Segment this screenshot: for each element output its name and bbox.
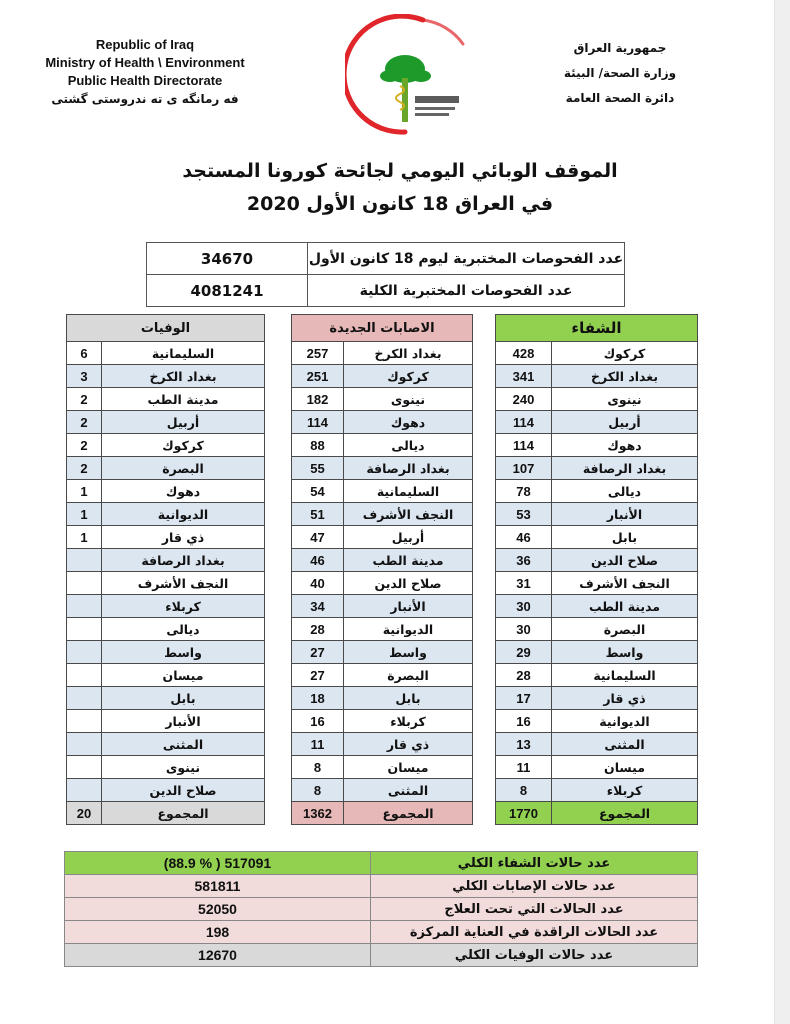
header-ar-line: دائرة الصحة العامة [565, 91, 675, 105]
total-row [496, 802, 698, 825]
region-name: السليمانية [102, 342, 265, 365]
table-row [496, 572, 698, 595]
total-row [292, 802, 473, 825]
region-value: 428 [496, 342, 552, 365]
region-name: ديالى [552, 480, 698, 503]
table-row [292, 503, 473, 526]
table-row [496, 618, 698, 641]
region-value: 54 [292, 480, 344, 503]
table-row [292, 572, 473, 595]
total-value: 1770 [496, 802, 552, 825]
summary-label: عدد حالات الإصابات الكلي [371, 875, 698, 898]
region-value [67, 710, 102, 733]
region-value: 11 [292, 733, 344, 756]
table-row [496, 434, 698, 457]
table-row [292, 687, 473, 710]
table-row [292, 388, 473, 411]
region-value [67, 664, 102, 687]
table-row [292, 457, 473, 480]
region-value [67, 572, 102, 595]
region-value: 30 [496, 595, 552, 618]
summary-label: عدد حالات الوفيات الكلي [371, 944, 698, 967]
region-name: النجف الأشرف [102, 572, 265, 595]
region-value: 53 [496, 503, 552, 526]
region-value: 257 [292, 342, 344, 365]
region-value: 88 [292, 434, 344, 457]
table-row [496, 549, 698, 572]
summary-value: 581811 [65, 875, 371, 898]
table-row [67, 503, 265, 526]
region-value: 8 [292, 756, 344, 779]
region-name: واسط [102, 641, 265, 664]
region-name: صلاح الدين [344, 572, 473, 595]
region-value: 28 [496, 664, 552, 687]
region-name: ذي قار [552, 687, 698, 710]
region-value: 3 [67, 365, 102, 388]
table-row [496, 457, 698, 480]
new-cases-table [291, 314, 473, 825]
region-name: بغداد الرصافة [552, 457, 698, 480]
total-row [67, 802, 265, 825]
region-name: السليمانية [552, 664, 698, 687]
region-name: كربلاء [344, 710, 473, 733]
region-name: ميسان [102, 664, 265, 687]
region-value: 1 [67, 480, 102, 503]
region-value: 11 [496, 756, 552, 779]
table-row [292, 595, 473, 618]
region-value: 114 [292, 411, 344, 434]
summary-value: (88.9 % ) 517091 [65, 852, 371, 875]
region-name: أربيل [344, 526, 473, 549]
region-name: أربيل [552, 411, 698, 434]
region-value: 31 [496, 572, 552, 595]
total-label: المجموع [552, 802, 698, 825]
region-name: ديالى [102, 618, 265, 641]
region-value: 28 [292, 618, 344, 641]
region-value: 107 [496, 457, 552, 480]
region-name: بابل [552, 526, 698, 549]
region-name: البصرة [102, 457, 265, 480]
region-value: 55 [292, 457, 344, 480]
region-name: نينوى [552, 388, 698, 411]
region-name: بغداد الرصافة [102, 549, 265, 572]
table-row [496, 480, 698, 503]
region-value [67, 733, 102, 756]
region-value [67, 687, 102, 710]
table-row [292, 549, 473, 572]
region-value: 182 [292, 388, 344, 411]
daily-tests-label: عدد الفحوصات المختبرية ليوم 18 كانون الأول [308, 243, 625, 275]
region-value: 114 [496, 411, 552, 434]
page-edge-strip [774, 0, 790, 1024]
table-row [67, 526, 265, 549]
table-row [496, 388, 698, 411]
region-value: 114 [496, 434, 552, 457]
total-tests-label: عدد الفحوصات المختبرية الكلية [308, 275, 625, 307]
region-name: ميسان [344, 756, 473, 779]
region-value: 2 [67, 388, 102, 411]
region-value: 17 [496, 687, 552, 710]
title-line-1: الموقف الوبائي اليومي لجائحة كورونا المستجد [182, 160, 618, 182]
region-name: نينوى [344, 388, 473, 411]
region-value [67, 779, 102, 802]
region-value: 47 [292, 526, 344, 549]
header-arabic [530, 36, 710, 111]
total-value: 20 [67, 802, 102, 825]
table-row [292, 434, 473, 457]
table-row [67, 618, 265, 641]
header-kurdish-line: فه رمانگه ى ته ندروستى گشتى [51, 92, 239, 106]
deaths-table [66, 314, 265, 825]
region-value: 1 [67, 526, 102, 549]
region-name: الأنبار [102, 710, 265, 733]
region-name: البصرة [344, 664, 473, 687]
region-name: المثنى [102, 733, 265, 756]
summary-row [65, 944, 698, 967]
region-value: 6 [67, 342, 102, 365]
region-name: البصرة [552, 618, 698, 641]
region-name: صلاح الدين [102, 779, 265, 802]
region-name: ميسان [552, 756, 698, 779]
region-value: 40 [292, 572, 344, 595]
table-row [67, 457, 265, 480]
table-row [147, 243, 625, 275]
title-line-2: في العراق 18 كانون الأول 2020 [246, 193, 554, 215]
region-name: واسط [552, 641, 698, 664]
region-value: 8 [496, 779, 552, 802]
region-name: الديوانية [102, 503, 265, 526]
total-tests-value: 4081241 [147, 275, 308, 307]
region-name: واسط [344, 641, 473, 664]
table-row [67, 411, 265, 434]
table-row [67, 549, 265, 572]
region-value: 27 [292, 641, 344, 664]
table-row [496, 664, 698, 687]
table-row [496, 733, 698, 756]
region-name: كربلاء [102, 595, 265, 618]
region-name: كربلاء [552, 779, 698, 802]
table-row [67, 572, 265, 595]
header-en-line: Republic of Iraq [95, 37, 195, 52]
region-value: 16 [496, 710, 552, 733]
table-row [496, 526, 698, 549]
table-row [496, 779, 698, 802]
table-row [292, 618, 473, 641]
new-cases-header: الاصابات الجديدة [292, 315, 473, 342]
summary-row [65, 898, 698, 921]
table-row [67, 687, 265, 710]
table-row [67, 710, 265, 733]
table-row [292, 779, 473, 802]
table-row [496, 365, 698, 388]
table-row [67, 595, 265, 618]
ministry-of-health-palm-logo-icon [345, 14, 495, 136]
header-ar-line: وزارة الصحة/ البيئة [563, 66, 677, 80]
table-row [292, 411, 473, 434]
total-value: 1362 [292, 802, 344, 825]
table-row [67, 388, 265, 411]
region-name: دهوك [344, 411, 473, 434]
region-name: ذي قار [344, 733, 473, 756]
region-value: 27 [292, 664, 344, 687]
region-name: بغداد الكرخ [552, 365, 698, 388]
region-value: 18 [292, 687, 344, 710]
summary-row [65, 875, 698, 898]
region-name: بغداد الرصافة [344, 457, 473, 480]
summary-row [65, 852, 698, 875]
header-en-line: Ministry of Health \ Environment [45, 55, 245, 70]
summary-value: 12670 [65, 944, 371, 967]
region-name: الأنبار [344, 595, 473, 618]
table-row [292, 480, 473, 503]
region-name: الأنبار [552, 503, 698, 526]
table-row [292, 526, 473, 549]
table-row [147, 275, 625, 307]
region-value: 251 [292, 365, 344, 388]
table-row [67, 733, 265, 756]
recovered-header: الشفاء [496, 315, 698, 342]
recovered-table [495, 314, 698, 825]
summary-label: عدد الحالات التي تحت العلاج [371, 898, 698, 921]
region-value: 78 [496, 480, 552, 503]
region-name: بغداد الكرخ [102, 365, 265, 388]
region-name: دهوك [552, 434, 698, 457]
region-value: 13 [496, 733, 552, 756]
table-row [67, 664, 265, 687]
region-name: بابل [102, 687, 265, 710]
table-row [292, 756, 473, 779]
table-row [292, 641, 473, 664]
region-value: 30 [496, 618, 552, 641]
summary-value: 52050 [65, 898, 371, 921]
table-row [67, 480, 265, 503]
region-value: 51 [292, 503, 344, 526]
region-value [67, 641, 102, 664]
region-value: 46 [292, 549, 344, 572]
daily-tests-value: 34670 [147, 243, 308, 275]
summary-value: 198 [65, 921, 371, 944]
header-english [30, 36, 260, 108]
region-name: ذي قار [102, 526, 265, 549]
region-name: الديوانية [552, 710, 698, 733]
region-name: الديوانية [344, 618, 473, 641]
region-name: كركوك [552, 342, 698, 365]
table-row [496, 756, 698, 779]
summary-label: عدد الحالات الراقدة في العناية المركزة [371, 921, 698, 944]
region-name: صلاح الدين [552, 549, 698, 572]
region-name: أربيل [102, 411, 265, 434]
region-value: 34 [292, 595, 344, 618]
region-value: 36 [496, 549, 552, 572]
region-value: 2 [67, 434, 102, 457]
region-name: النجف الأشرف [344, 503, 473, 526]
region-value: 8 [292, 779, 344, 802]
region-value [67, 756, 102, 779]
region-name: المثنى [344, 779, 473, 802]
table-row [496, 595, 698, 618]
summary-label: عدد حالات الشفاء الكلي [371, 852, 698, 875]
header-en-line: Public Health Directorate [67, 73, 223, 88]
region-name: السليمانية [344, 480, 473, 503]
region-name: كركوك [102, 434, 265, 457]
table-row [292, 710, 473, 733]
table-row [67, 434, 265, 457]
total-label: المجموع [102, 802, 265, 825]
region-value: 1 [67, 503, 102, 526]
deaths-header: الوفيات [67, 315, 265, 342]
region-name: نينوى [102, 756, 265, 779]
summary-row [65, 921, 698, 944]
table-row [496, 641, 698, 664]
total-label: المجموع [344, 802, 473, 825]
region-value: 341 [496, 365, 552, 388]
region-value: 46 [496, 526, 552, 549]
region-value [67, 595, 102, 618]
region-value [67, 549, 102, 572]
region-value: 16 [292, 710, 344, 733]
region-name: بابل [344, 687, 473, 710]
table-row [67, 342, 265, 365]
region-name: مدينة الطب [102, 388, 265, 411]
region-name: النجف الأشرف [552, 572, 698, 595]
table-row [67, 779, 265, 802]
region-name: دهوك [102, 480, 265, 503]
region-value: 2 [67, 411, 102, 434]
region-name: بغداد الكرخ [344, 342, 473, 365]
table-row [496, 503, 698, 526]
region-name: مدينة الطب [552, 595, 698, 618]
table-row [292, 365, 473, 388]
table-row [67, 641, 265, 664]
table-row [67, 756, 265, 779]
report-title [120, 155, 680, 221]
region-value: 240 [496, 388, 552, 411]
region-name: مدينة الطب [344, 549, 473, 572]
table-row [496, 687, 698, 710]
table-row [67, 365, 265, 388]
region-name: ديالى [344, 434, 473, 457]
lab-tests-table [146, 242, 625, 307]
table-row [292, 664, 473, 687]
region-value: 29 [496, 641, 552, 664]
national-summary-table [64, 851, 698, 967]
table-row [496, 342, 698, 365]
region-value: 2 [67, 457, 102, 480]
region-value [67, 618, 102, 641]
table-row [496, 411, 698, 434]
region-name: كركوك [344, 365, 473, 388]
region-name: المثنى [552, 733, 698, 756]
table-row [496, 710, 698, 733]
table-row [292, 733, 473, 756]
table-row [292, 342, 473, 365]
header-ar-line: جمهورية العراق [573, 41, 667, 55]
